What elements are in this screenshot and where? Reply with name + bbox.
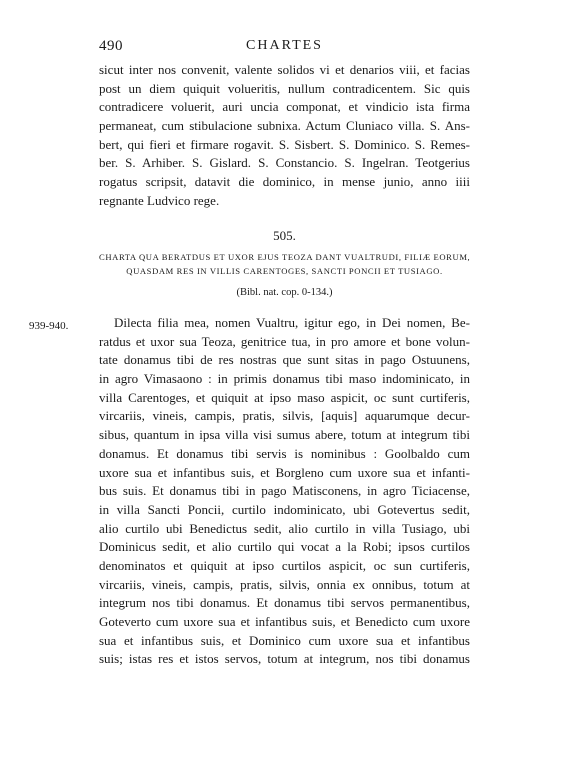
text-line: rogatus scripsit, datavit die dominico, in mense junio, anno iiii <box>99 174 470 190</box>
text-line: post un diem quiquit volueritis, nullum contradicentem. Sic quis <box>99 80 470 96</box>
text-line: sibus, quantum in ipsa villa visi sumus abere, totum at integrum tibi <box>99 427 470 443</box>
text-line: alio curtilo ubi Benedictus sedit, alio curtilo in villa Tusiago, ubi <box>99 520 470 536</box>
margin-date: 939-940. <box>29 320 69 332</box>
text-line: Goteverto cum uxore sua et infantibus suis, et Benedicto cum uxore <box>99 614 470 629</box>
text-line: vircariis, vineis, campis, pratis, silvis, [aquis] aquarumque decur- <box>99 408 470 424</box>
text-line: ratdus et uxor sua Teoza, genitrice tua, in pro amore et bone volun- <box>99 333 470 349</box>
text-line: permaneat, cum stibulacione subnixa. Actum Cluniaco villa. S. Ans- <box>99 118 470 134</box>
text-line: suis; istas res et istos servos, totum at integrum, nos tibi donamus <box>99 651 470 667</box>
page-number: 490 <box>99 38 123 54</box>
text-line: ber. S. Arhiber. S. Gislard. S. Constancio. S. Ingelran. Teotgerius <box>99 155 470 171</box>
text-line: villa Carentoges, et quiquit at ipso maso aspicit, oc sunt curtiferis, <box>99 389 470 405</box>
text-line: in agro Vimasaono : in primis donamus tibi maso indominicato, in <box>99 371 470 387</box>
running-title: CHARTES <box>246 38 323 53</box>
text-line: vircariis, vineis, campis, pratis, silvis, onnia ex onnibus, totum at <box>99 576 470 592</box>
text-line: bert, qui fieri et firmare rogavit. S. Sisbert. S. Dominico. S. Remes- <box>99 136 470 152</box>
text-line: Dilecta filia mea, nomen Vualtru, igitur ego, in Dei nomen, Be- <box>114 315 470 330</box>
text-line: tate donamus tibi de res nostras que sunt sitas in pago Ostuunens, <box>99 352 470 368</box>
text-line: regnante Ludvico rege. <box>99 192 220 208</box>
charter-text <box>99 314 470 669</box>
page-header <box>99 38 470 58</box>
charter-caption-line: QUASDAM RES IN VILLIS CARENTOGES, SANCTI PONCII ET TUSIAGO. <box>126 266 443 276</box>
text-line: contradicere voluerit, auri uncia componat, et vindicio ista firma <box>99 99 470 115</box>
text-line: uxore sua et infantibus suis, et Borgleno cum uxore sua et infanti- <box>99 464 470 480</box>
text-line: in villa Sancti Poncii, curtilo indominicato, ubi Gotevertus sedit, <box>99 501 470 517</box>
previous-charter-continuation <box>99 61 470 211</box>
text-line: Dominicus sedit, et alio curtilo qui vocat a la Robi; ipsos curtilos <box>99 539 470 555</box>
text-line: sua et infantibus suis, et Dominico cum uxore sua et infantibus <box>99 632 470 648</box>
text-line: integrum nos tibi donamus. Et donamus tibi servos permanentibus, <box>99 595 470 611</box>
text-line: bus suis. Et donamus tibi in pago Matisconens, in agro Ticiacense, <box>99 483 470 499</box>
charter-source-reference: (Bibl. nat. cop. 0-134.) <box>236 287 333 298</box>
text-line: denominatos et quiquit at ipso curtilos aspicit, oc sun curtiferis, <box>99 557 470 573</box>
charter-number: 505. <box>273 228 296 243</box>
text-line: donamus. Et donamus tibi servis is nominibus : Goolbaldo cum <box>99 445 470 461</box>
text-line: sicut inter nos convenit, valente solidos vi et denarios viii, et facias <box>99 62 470 77</box>
charter-caption-line: CHARTA QUA BERATDUS ET UXOR EJUS TEOZA DANT VUALTRUDI, FILIÆ EORUM, <box>99 252 471 262</box>
